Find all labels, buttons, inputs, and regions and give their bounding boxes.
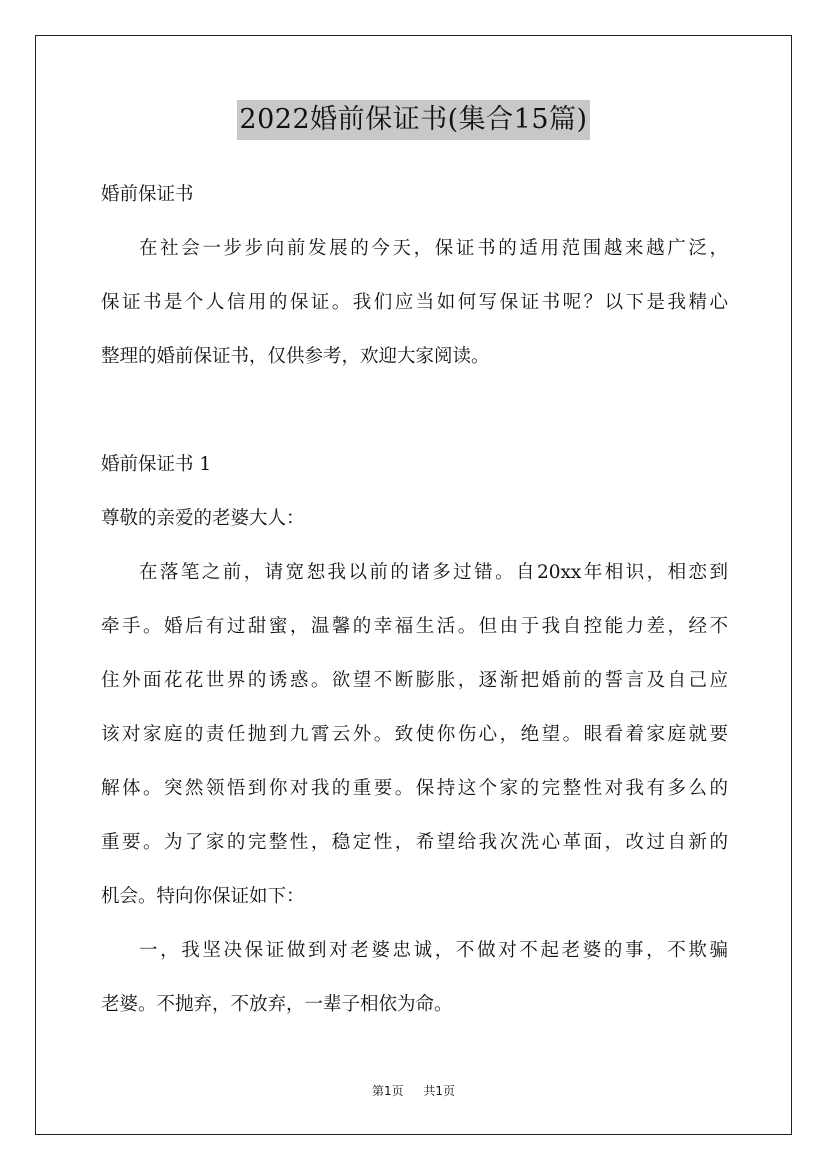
text-line: 婚前保证书 1 (101, 454, 212, 475)
page-number: 第1页 (371, 1084, 404, 1098)
text-line: 机会。特向你保证如下： (101, 886, 305, 907)
paragraph-spacer (101, 384, 728, 438)
text-line: 一，我坚决保证做到对老婆忠诚，不做对不起老婆的事，不欺骗 (139, 940, 728, 961)
title-container (0, 100, 827, 140)
text-line: 在落笔之前，请宽恕我以前的诸多过错。自20xx年相识，相恋到 (139, 562, 728, 583)
text-line: 重要。为了家的完整性，稳定性，希望给我次洗心革面，改过自新的 (101, 832, 728, 853)
page-footer (0, 1082, 827, 1099)
text-line: 婚前保证书 (101, 184, 194, 205)
text-line: 该对家庭的责任抛到九霄云外。致使你伤心，绝望。眼看着家庭就要 (101, 724, 728, 745)
text-line: 保证书是个人信用的保证。我们应当如何写保证书呢？以下是我精心 (101, 292, 728, 313)
document-title: 2022婚前保证书(集合15篇) (237, 100, 589, 140)
page-total: 共1页 (423, 1084, 456, 1098)
text-line: 牵手。婚后有过甜蜜，温馨的幸福生活。但由于我自控能力差，经不 (101, 616, 728, 637)
text-line: 整理的婚前保证书，仅供参考，欢迎大家阅读。 (101, 346, 490, 367)
document-body (101, 168, 728, 1032)
text-line: 在社会一步步向前发展的今天，保证书的适用范围越来越广泛， (139, 238, 728, 259)
text-line: 解体。突然领悟到你对我的重要。保持这个家的完整性对我有多么的 (101, 778, 728, 799)
text-line: 住外面花花世界的诱惑。欲望不断膨胀，逐渐把婚前的誓言及自己应 (101, 670, 728, 691)
text-line: 老婆。不抛弃，不放弃，一辈子相依为命。 (101, 994, 453, 1015)
text-line: 尊敬的亲爱的老婆大人： (101, 508, 305, 529)
